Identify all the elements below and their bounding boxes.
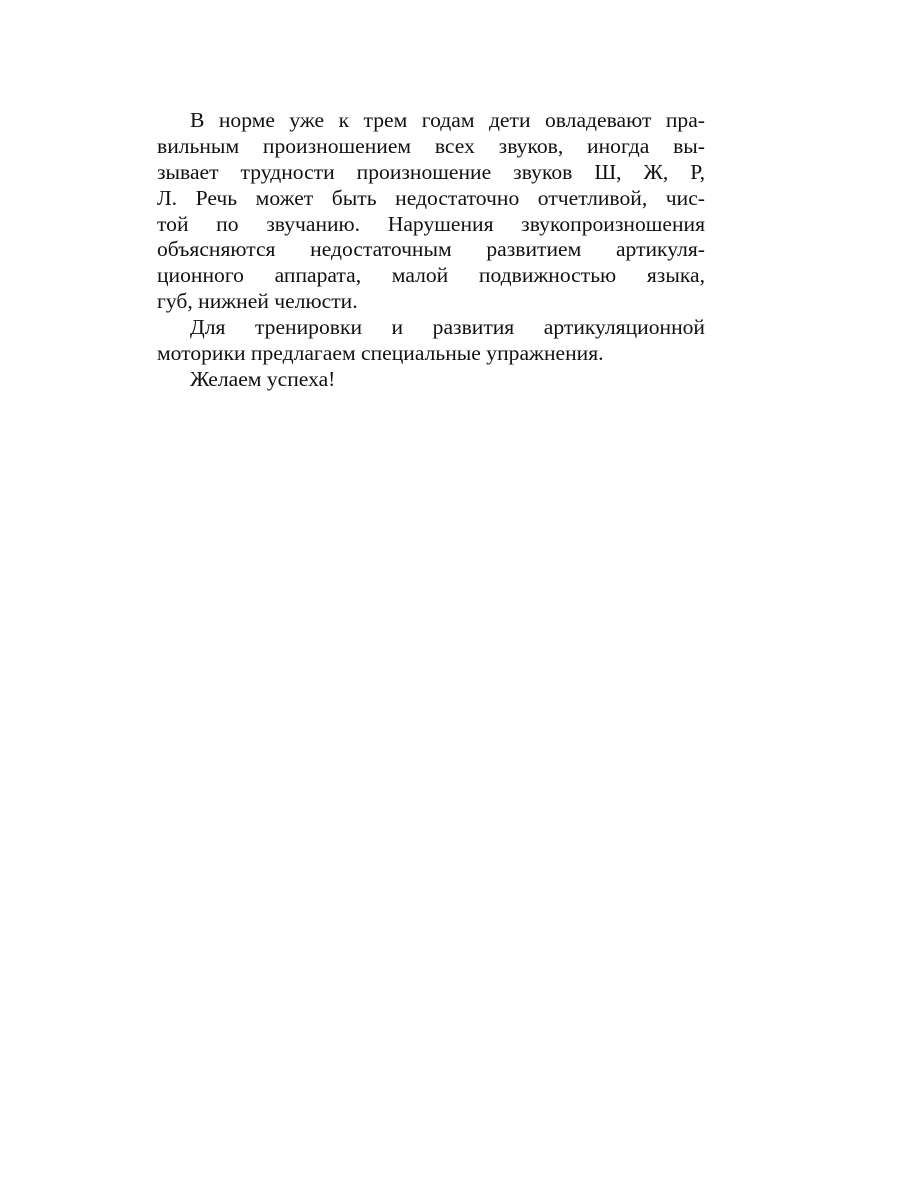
text-line: губ, нижней челюсти.: [157, 289, 358, 314]
text-line: Л. Речь может быть недостаточно отчетливой, чис-: [157, 185, 705, 210]
text-line: Желаем успеха!: [190, 366, 336, 391]
text-line: объясняются недостаточным развитием артикуля-: [157, 237, 705, 262]
text-line: ционного аппарата, малой подвижностью языка,: [157, 263, 705, 288]
paragraph-1: [157, 108, 705, 315]
text-line: В норме уже к трем годам дети овладевают пра-: [190, 108, 705, 132]
paragraph-3: [157, 367, 705, 393]
text-line: вильным произношением всех звуков, иногда вы-: [157, 133, 705, 158]
text-line: Для тренировки и развития артикуляционной: [190, 315, 705, 340]
text-line: той по звучанию. Нарушения звукопроизношения: [157, 211, 705, 236]
paragraph-2: [157, 315, 705, 367]
text-line: моторики предлагаем специальные упражнения.: [157, 341, 604, 366]
text-line: зывает трудности произношение звуков Ш, Ж, Р,: [157, 159, 705, 184]
document-page: [157, 108, 705, 393]
